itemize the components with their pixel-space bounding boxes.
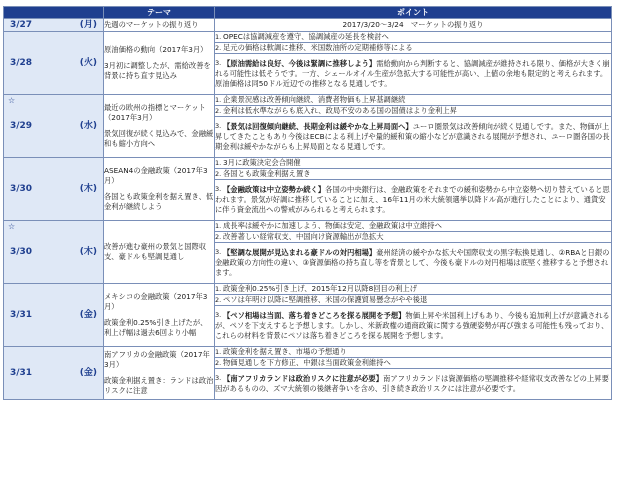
point-text: 企業景況感は改善傾向継続、消費者物価も上昇基調継続	[223, 95, 406, 104]
point-cell	[215, 106, 612, 117]
star-mark: ☆	[8, 222, 16, 231]
theme-cell	[104, 158, 215, 221]
theme-subtitle: 景気回復が続く見込みで、金融緩和も縮小方向へ	[104, 129, 214, 148]
theme-title: 最近の欧州の指標とマーケット（2017年3月）	[104, 103, 206, 122]
point-number: 1.	[215, 222, 222, 230]
weekday-label: (金)	[79, 368, 97, 378]
table-row	[4, 95, 612, 106]
point-number: 2.	[215, 107, 222, 115]
point-text: 需給動向から判断すると、協調減産が維持される限り、価格が大きく崩れる可能性は低そうです。一方、シェールオイル生産が急拡大する可能性が高い、上値の余地も限定的と考えられます。原油価格は同50ドル近辺での推移となる見通しです。	[215, 59, 610, 88]
table-row	[4, 32, 612, 43]
point-text: 南アフリカランドは資源価格の堅調推移や経常収支改善などの上昇要因があるものの、ズマ大統領の後継者争いを含め、引き続き政治リスクには注意が必要です。	[215, 374, 609, 393]
point-cell	[215, 180, 612, 221]
table-row	[4, 221, 612, 232]
point-cell	[215, 95, 612, 106]
point-lead: 【金融政策は中立姿勢か続く】	[223, 185, 326, 194]
point-cell	[215, 284, 612, 295]
date-cell	[4, 284, 104, 347]
date-header	[4, 7, 104, 19]
point-number: 2.	[215, 233, 222, 241]
weekday-label: (木)	[79, 184, 97, 194]
theme-subtitle: 政策金利0.25%引き上げたが、利上げ幅は過去6回より小幅	[104, 318, 208, 337]
point-number: 2.	[215, 359, 222, 367]
date-cell	[4, 32, 104, 95]
point-text: 政策金利0.25%引き上げ、2015年12月以降8回目の利上げ	[223, 284, 418, 293]
point-cell	[215, 306, 612, 347]
weekday-label: (月)	[79, 20, 97, 30]
date-cell	[4, 19, 104, 32]
theme-title: 改善が進む豪州の景気と国際収支、豪ドルも堅調見通し	[104, 242, 207, 261]
point-cell	[215, 295, 612, 306]
date-label: 3/30	[10, 247, 33, 257]
point-text: ペソは年明け以降に堅調推移、米国の保護貿易懸念がやや後退	[223, 295, 428, 304]
date-label: 3/31	[10, 368, 33, 378]
point-number: 3.	[215, 59, 222, 67]
theme-subtitle: 各国とも政策金利を据え置き、低金利が継続しよう	[104, 192, 214, 211]
point-cell	[215, 347, 612, 358]
point-text: 政策金利を据え置き、市場の予想通り	[223, 347, 347, 356]
theme-cell	[104, 32, 215, 95]
point-number: 1.	[215, 96, 222, 104]
table-row	[4, 158, 612, 169]
point-cell	[215, 158, 612, 169]
point-cell	[215, 19, 612, 32]
theme-title: メキシコの金融政策（2017年3月）	[104, 292, 208, 311]
date-cell	[4, 158, 104, 221]
point-cell	[215, 54, 612, 95]
point-lead: 【景気は回復傾向継続、長期金利は緩やかな上昇局面へ】	[223, 122, 413, 131]
point-number: 1.	[215, 159, 222, 167]
header-row	[4, 7, 612, 19]
point-cell	[215, 232, 612, 243]
point-number: 3.	[215, 185, 222, 193]
theme-cell	[104, 284, 215, 347]
theme-title: 南アフリカの金融政策（2017年3月）	[104, 350, 210, 369]
date-label: 3/27	[10, 20, 33, 30]
point-cell	[215, 243, 612, 284]
date-label: 3/31	[10, 310, 33, 320]
point-text: 成長率は緩やかに加速しよう、物価は安定、金融政策は中立維持へ	[223, 221, 442, 230]
point-number: 2.	[215, 44, 222, 52]
theme-header: テーマ	[104, 7, 215, 19]
point-cell	[215, 369, 612, 400]
date-label: 3/30	[10, 184, 33, 194]
point-number: 1.	[215, 33, 222, 41]
point-number: 3.	[215, 248, 222, 256]
point-text: 物価見通しを下方修正、中銀は当面政策金利維持へ	[223, 358, 391, 367]
theme-cell	[104, 95, 215, 158]
point-text: 2017/3/20～3/24 マーケットの振り返り	[342, 20, 484, 29]
point-lead: 【堅調な展開が見込まれる豪ドルの対円相場】	[223, 248, 377, 257]
point-lead: 【南アフリカランドは政治リスクに注意が必要】	[223, 374, 384, 383]
point-text: 改善著しい経常収支、中国向け資源輸出が急拡大	[223, 232, 384, 241]
point-cell	[215, 43, 612, 54]
point-lead: 【ペソ相場は当面、落ち着きどころを探る展開を予想】	[223, 311, 406, 320]
star-mark: ☆	[8, 96, 16, 105]
point-cell	[215, 32, 612, 43]
point-number: 3.	[215, 311, 222, 319]
point-text: 3月に政策決定会合開催	[223, 158, 301, 167]
point-text: ユーロ圏景気は改善傾向が続く見通しです。また、物価が上昇してきたこともあり今後はECBによる利上げや量的緩和策の縮小などが意識される展開が予想され、ユーロ圏各国の長期金利は緩やかながらも上昇局面となる見通しです。	[215, 122, 610, 151]
date-cell	[4, 347, 104, 400]
date-label: 3/28	[10, 58, 33, 68]
point-header: ポイント	[215, 7, 612, 19]
point-number: 1.	[215, 285, 222, 293]
theme-subtitle: 3月初に調整したが、需給改善を背景に持ち直す見込み	[104, 61, 211, 80]
point-text: OPECは協調減産を遵守、協調減産の延長を検討へ	[223, 32, 389, 41]
point-number: 1.	[215, 348, 222, 356]
point-cell	[215, 169, 612, 180]
theme-cell	[104, 347, 215, 400]
date-label: 3/29	[10, 121, 33, 131]
point-text: 物価上昇や米国利上げもあり、今後も追加利上げが意識されるが、ペソを下支えすると予想します。しかし、米新政権の通商政策に関する強硬姿勢が再び強まる可能性も残っており、これらの材料を背景にペソは落ち着きどころを探る展開を予想します。	[215, 311, 610, 340]
point-text: 足元の価格は軟調に推移、米国数油所の定期補修等による	[223, 43, 413, 52]
point-number: 2.	[215, 170, 222, 178]
weekday-label: (金)	[79, 310, 97, 320]
theme-subtitle: 政策金利据え置き：ランドは政治リスクに注意	[104, 376, 214, 395]
theme-title: 先週のマーケットの振り返り	[104, 20, 199, 29]
weekday-label: (火)	[79, 58, 97, 68]
table-row	[4, 19, 612, 32]
point-number: 2.	[215, 296, 222, 304]
date-cell	[4, 95, 104, 158]
weekday-label: (木)	[79, 247, 97, 257]
point-cell	[215, 117, 612, 158]
table-row	[4, 347, 612, 358]
point-number: 3.	[215, 374, 222, 382]
point-text: 各国の中央銀行は、金融政策をそれまでの緩和姿勢から中立姿勢へ切り替えていると思われます。景気が好調に推移していることに加え、16年11月の米大統領選挙以降ドル高が進行したことにより、通貨安に伴う資金流出への警戒がみられると考えられます。	[215, 185, 610, 214]
point-text: 豪州経済の緩やかな拡大や国際収支の黒字転換見通し、②RBAと日銀の金融政策の方向性の違い、③資源価格の持ち直し等を背景として、今後も豪ドルの対円相場は底堅く推移すると予想されます。	[215, 248, 610, 277]
theme-title: 原油価格の動向（2017年3月）	[104, 45, 208, 54]
point-text: 各国とも政策金利据え置き	[223, 169, 311, 178]
date-cell	[4, 221, 104, 284]
theme-cell	[104, 221, 215, 284]
point-number: 3.	[215, 122, 222, 130]
point-cell	[215, 358, 612, 369]
weekday-label: (水)	[79, 121, 97, 131]
theme-title: ASEAN4の金融政策（2017年3月）	[104, 166, 208, 185]
schedule-table	[3, 6, 612, 400]
theme-cell	[104, 19, 215, 32]
point-cell	[215, 221, 612, 232]
table-row	[4, 284, 612, 295]
point-text: 金利は低水準ながらも底入れ、政局不安のある国の国債はより金利上昇	[223, 106, 457, 115]
point-lead: 【原油需給は良好、今後は緊調に推移しよう】	[223, 59, 377, 68]
